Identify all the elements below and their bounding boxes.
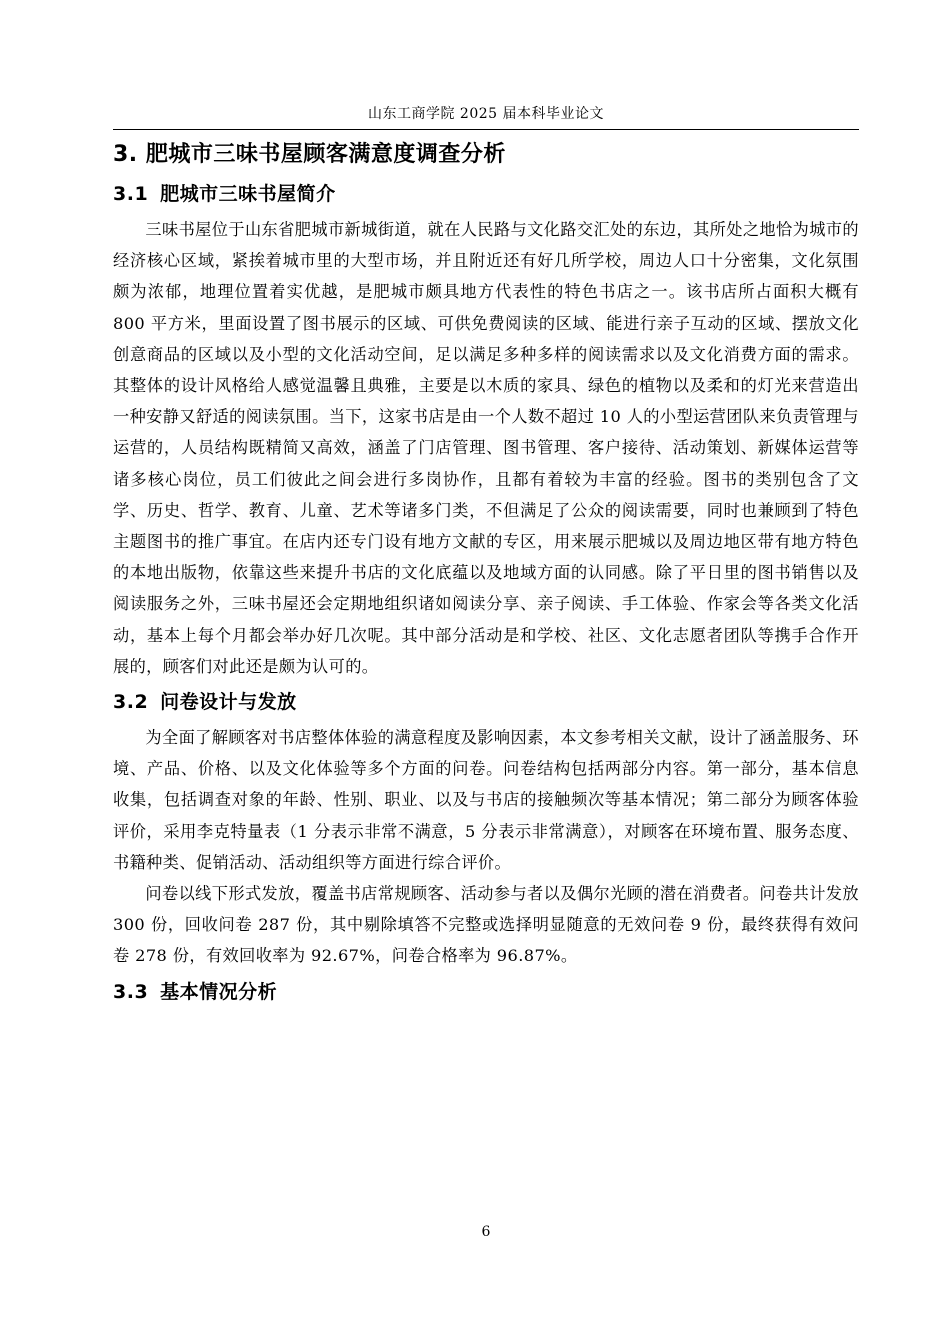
subsection-number: 3.2 [113, 691, 149, 714]
subsection-title-3-3 [113, 972, 859, 1012]
subsection-title-3-2 [113, 682, 859, 722]
subsection-title-text: 基本情况分析 [160, 980, 278, 1003]
header-rule [113, 129, 859, 130]
subsection-number: 3.1 [113, 183, 149, 205]
paragraph-questionnaire-design: 为全面了解顾客对书店整体体验的满意程度及影响因素，本文参考相关文献，设计了涵盖服务、环境、产品、价格、以及文化体验等多个方面的问卷。问卷结构包括两部分内容。第一部分，基本信息收集，包括调查对象的年龄、性别、职业、以及与书店的接触频次等基本情况；第二部分为顾客体验评价，采用李克特量表（1 分表示非常不满意，5 分表示非常满意），对顾客在环境布置、服务态度、书籍种类、促销活动、活动组织等方面进行综合评价。 [113, 728, 859, 872]
section-title: 3. 肥城市三味书屋顾客满意度调查分析 [113, 142, 506, 167]
subsection-title-3-1 [113, 174, 859, 214]
subsection-number: 3.3 [113, 980, 149, 1003]
subsection-title-text: 问卷设计与发放 [160, 691, 297, 714]
subsection-title-text: 肥城市三味书屋简介 [160, 183, 336, 205]
paragraph-bookstore-intro: 三味书屋位于山东省肥城市新城街道，就在人民路与文化路交汇处的东边，其所处之地恰为城市的经济核心区域，紧挨着城市里的大型市场，并且附近还有好几所学校，周边人口十分密集，文化氛围颇为浓郁，地理位置着实优越，是肥城市颇具地方代表性的特色书店之一。该书店所占面积大概有 800 平方米，里面设置了图书展示的区域、可供免费阅读的区域、能进行亲子互动的区域、摆放文化创意商品的区域以及小型的文化活动空间，足以满足多种多样的阅读需求以及文化消费方面的需求。其整体的设计风格给人感觉温馨且典雅，主要是以木质的家具、绿色的植物以及柔和的灯光来营造出一种安静又舒适的阅读氛围。当下，这家书店是由一个人数不超过 10 人的小型运营团队来负责管理与运营的，人员结构既精简又高效，涵盖了门店管理、图书管理、客户接待、活动策划、新媒体运营等诸多核心岗位，员工们彼此之间会进行多岗协作，且都有着较为丰富的经验。图书的类别包含了文学、历史、哲学、教育、儿童、艺术等诸多门类，不但满足了公众的阅读需要，同时也兼顾到了特色主题图书的推广事宜。在店内还专门设有地方文献的专区，用来展示肥城以及周边地区带有地方特色的本地出版物，依靠这些来提升书店的文化底蕴以及地域方面的认同感。除了平日里的图书销售以及阅读服务之外，三味书屋还会定期地组织诸如阅读分享、亲子阅读、手工体验、作家会等各类文化活动，基本上每个月都会举办好几次呢。其中部分活动是和学校、社区、文化志愿者团队等携手合作开展的，顾客们对此还是颇为认可的。 [113, 220, 859, 676]
running-header: 山东工商学院 2025 届本科毕业论文 [367, 106, 605, 122]
page-body [113, 136, 859, 1012]
paragraph-questionnaire-distribution: 问卷以线下形式发放，覆盖书店常规顾客、活动参与者以及偶尔光顾的潜在消费者。问卷共计发放 300 份，回收问卷 287 份，其中剔除填答不完整或选择明显随意的无效问卷 9 份，最终获得有效问卷 278 份，有效回收率为 92.67%，问卷合格率为 96.87%。 [113, 884, 859, 966]
page-number: 6 [481, 1224, 491, 1240]
